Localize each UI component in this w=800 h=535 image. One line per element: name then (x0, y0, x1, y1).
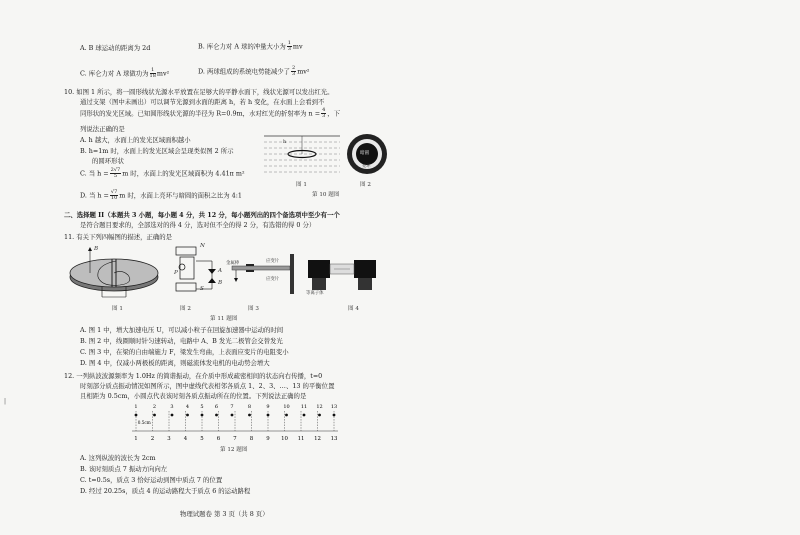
q11-fig4-label-plasma: 等离子体 (306, 291, 324, 296)
q12-top-number: 6 (214, 404, 219, 410)
q12-particle-dot (135, 414, 138, 417)
q12-particle-dot (267, 414, 270, 417)
q12-bottom-number: 7 (233, 436, 237, 442)
q12-particle-dot (333, 414, 336, 417)
q12-particle-dot (231, 414, 234, 417)
section2-heading-line2: 是符合题目要求的，全部选对的得 4 分，选对但不全的得 2 分，有选错的得 0 分） (80, 221, 316, 229)
q11-fig3-label-gauge-top: 应变片 (266, 259, 280, 264)
q9-option-c: C. 库仑力对 A 球做功为 $\frac{1}{18}$ mv² (80, 67, 170, 79)
q12-top-number: 8 (247, 404, 252, 410)
q12-figure (120, 401, 360, 443)
q10-fig2-label: 图 2 (360, 182, 371, 188)
q12-spacing-label: 0.5cm (137, 420, 151, 425)
section2-heading: 二、选择题 II（本题共 3 小题，每小题 4 分，共 12 分，每小题列出的四个备选项中至少有一个 (64, 211, 340, 219)
q11-fig2-label: 图 2 (180, 306, 191, 312)
q12-wave-diagram (120, 401, 360, 443)
q10-option-b1: B. h=1m 时，水面上的发光区域会呈现类似图 2 所示 (80, 147, 234, 155)
q11-fig3-label: 图 3 (248, 306, 259, 312)
q12-bottom-number: 12 (314, 436, 321, 442)
q12-top-number: 12 (316, 404, 323, 410)
q12-stem-line2: 时刻部分质点振动情况如图所示，图中虚线代表相邻各质点 1、2、3、…、13 的平衡位置 (80, 382, 335, 390)
q12-bottom-number: 4 (183, 436, 188, 442)
q11-figure-1 (66, 243, 162, 301)
q11-option-b: B. 图 2 中，线圈顺时针匀速转动，电路中 A、B 发光二极管会交替发光 (80, 337, 283, 345)
q11-stem: 11. 有关下列四幅图的描述，正确的是 (64, 233, 173, 241)
q12-particle-dot (215, 414, 218, 417)
q10-stem-line1: 10. 如图 1 所示，将一圆形线状光源水平放置在足够大的平静水面下，线状光源可以发出红光。 (64, 88, 334, 96)
q12-figure-caption: 第 12 题图 (220, 447, 248, 453)
q10-fig2-ring-label: 亮环 (362, 163, 371, 168)
q11-option-d: D. 图 4 中，仅减小两极板的距离，则磁流体发电机的电动势会增大 (80, 359, 270, 367)
q12-top-number: 5 (200, 404, 204, 410)
q12-bottom-number: 6 (216, 436, 221, 442)
margin-mark: | (4, 398, 7, 405)
q10-option-a: A. h 越大，水面上的发光区域面积越小 (80, 136, 191, 144)
q10-option-c: C. 当 h = $\frac{2√7}{5}$ m 时，水面上的发光区域面积为 4.41π m² (80, 167, 245, 179)
q11-fig3-label-rod: 金属棒 (226, 261, 240, 266)
q11-option-a: A. 图 1 中，增大加速电压 U，可以减小粒子在回旋加速器中运动的时间 (80, 326, 284, 334)
q12-top-number: 10 (283, 404, 290, 410)
q10-option-b2: 的圆环形状 (92, 157, 124, 165)
q12-particle-dot (201, 414, 204, 417)
q12-particle-dot (248, 414, 251, 417)
q12-bottom-number: 2 (150, 436, 155, 442)
q11-option-c: C. 图 3 中，在梁的自由端施力 F，梁发生弯曲，上表面应变片的电阻变小 (80, 348, 289, 356)
q12-option-c: C. t=0.5s，质点 3 恰好运动到图中质点 7 的位置 (80, 476, 223, 484)
q9-option-d: D. 两球组成的系统电势能减少了 $\frac{2}{3}$ mv² (198, 65, 310, 77)
q10-figure-1 (262, 132, 342, 180)
q10-stem-line2: 通过支架（图中未画出）可以调节光源到水面的距离 h，若 h 变化，在水面上会看到不 (80, 98, 325, 106)
q12-particle-dot (153, 414, 156, 417)
q10-stem-line3: 同形状的发光区域。已知圆形线状光源的半径为 R=0.9m，水对红光的折射率为 n = $\frac{4}{3}$ ，下 (80, 107, 341, 119)
q11-fig2-a-label: A (218, 268, 223, 274)
q12-top-number: 1 (134, 404, 138, 410)
q11-fig3-label-gauge-bottom: 应变片 (266, 277, 280, 282)
q12-particle-dot (303, 414, 306, 417)
q10-stem-line4: 列说法正确的是 (80, 125, 125, 133)
q12-bottom-number: 8 (249, 436, 254, 442)
q10-fig2-inner-label: 暗圆 (360, 151, 370, 156)
q12-option-b: B. 该时刻质点 7 振动方向向左 (80, 465, 168, 473)
q9-option-b: B. 库仑力对 A 球的冲量大小为 $\frac{1}{3}$ mv (198, 40, 303, 52)
q12-top-number: 9 (266, 404, 270, 410)
q12-particle-dot (318, 414, 321, 417)
q11-fig2-s-label: S (200, 286, 204, 292)
q12-stem-line1: 12. 一列纵波波源频率为 1.0Hz 的简谐振动，在介质中形成疏密相间的状态向右传播，t=0 (64, 372, 323, 380)
q10-fig1-h-label: h (283, 139, 287, 145)
q12-option-d: D. 经过 20.25s，质点 4 的运动路程大于质点 6 的运动路程 (80, 487, 251, 495)
q12-top-number: 11 (300, 404, 308, 410)
q12-bottom-number: 3 (167, 436, 171, 442)
q12-bottom-number: 11 (297, 436, 305, 442)
q11-fig2-p-label: P (174, 270, 178, 276)
q11-fig1-label: 图 1 (112, 306, 123, 312)
q12-top-number: 3 (170, 404, 174, 410)
q12-bottom-number: 13 (330, 436, 338, 442)
q12-particle-dot (285, 414, 288, 417)
q12-bottom-number: 1 (134, 436, 138, 442)
q10-fig1-label: 图 1 (296, 182, 307, 188)
q12-top-number: 4 (185, 404, 190, 410)
q11-fig1-b-label: B (94, 246, 99, 252)
q10-option-d: D. 当 h = $\frac{√7}{10}$ m 时，水面上亮环与暗圆的面积之比为 4:1 (80, 189, 242, 201)
q11-fig2-n-label: N (200, 243, 205, 249)
q12-bottom-number: 5 (200, 436, 204, 442)
q11-figure-caption: 第 11 题图 (210, 316, 238, 322)
q12-bottom-number: 9 (266, 436, 270, 442)
q12-stem-line3: 且相距为 0.5cm，小圆点代表该时刻各质点振动所在的位置。下列说法正确的是 (80, 392, 307, 400)
q12-top-number: 13 (330, 404, 338, 410)
q11-fig4-label: 图 4 (348, 306, 359, 312)
q12-particle-dot (186, 414, 189, 417)
q9-option-a: A. B 球运动的距离为 2d (80, 44, 151, 52)
q11-fig2-b-label: B (218, 280, 223, 286)
q12-top-number: 7 (230, 404, 234, 410)
q10-figure-caption: 第 10 题图 (312, 192, 340, 198)
q12-bottom-number: 10 (281, 436, 288, 442)
q12-option-a: A. 这列纵波的波长为 2cm (80, 454, 156, 462)
q12-top-number: 2 (152, 404, 157, 410)
q12-particle-dot (171, 414, 174, 417)
page-footer: 物理试题卷 第 3 页（共 8 页） (180, 510, 269, 518)
